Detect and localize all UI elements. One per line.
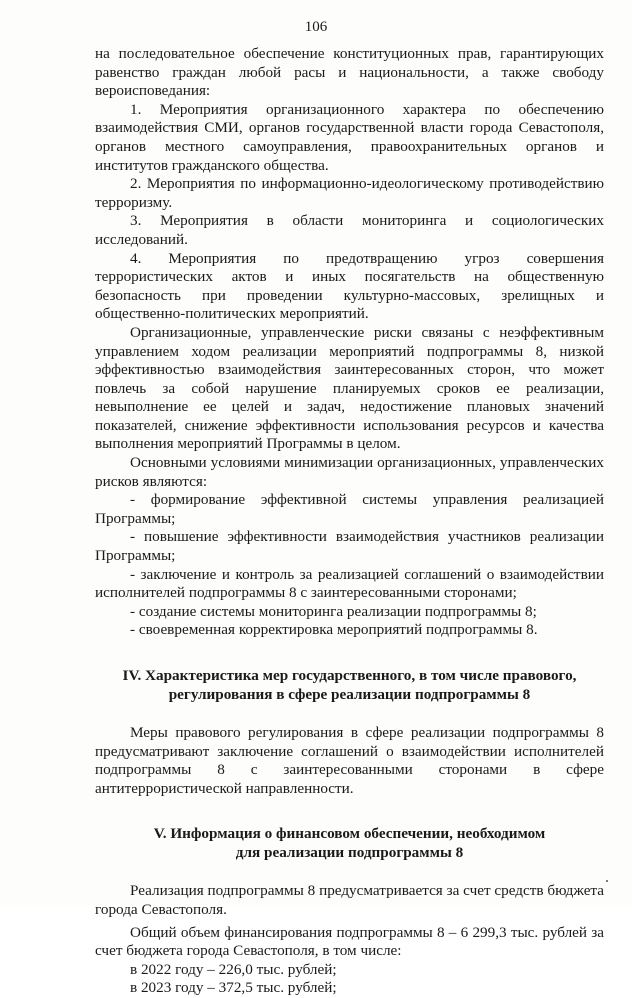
risk-measure-item: - формирование эффективной системы управления реализацией Программы; bbox=[95, 491, 604, 527]
measure-4: 4. Мероприятия по предотвращению угроз совершения террористических актов и иных посягательств на общественную безопасность при проведении культурно-массовых, зрелищных и общественно-политических мероприятий. bbox=[95, 249, 604, 323]
measure-2: 2. Мероприятия по информационно-идеологическому противодействию терроризму. bbox=[95, 175, 604, 211]
section-5-text-2: Общий объем финансирования подпрограммы 8 – 6 299,3 тыс. рублей за счет бюджета города Севастополя, в том числе: bbox=[95, 923, 604, 960]
page-number: 106 bbox=[304, 19, 328, 35]
section-5-heading-line1: V. Информация о финансовом обеспечении, необходимом bbox=[153, 825, 546, 843]
section-4-heading bbox=[95, 666, 604, 704]
paragraph-intro: на последовательное обеспечение конституционных прав, гарантирующих равенство граждан любой расы и национальности, а также свободу вероисповедания: bbox=[95, 45, 604, 100]
section-5-heading bbox=[95, 824, 604, 862]
section-5-heading-line2: для реализации подпрограммы 8 bbox=[235, 844, 464, 862]
risk-measure-item: - своевременная корректировка мероприятий подпрограммы 8. bbox=[130, 621, 538, 639]
section-4-heading-line1: IV. Характеристика мер государственного, в том числе правового, bbox=[122, 667, 577, 684]
section-4-text: Меры правового регулирования в сфере реализации подпрограммы 8 предусматривают заключение соглашений о взаимодействии исполнителей подпрограммы 8 с заинтересованными сторонами в сфере антитеррористической направленности. bbox=[95, 724, 604, 797]
risk-measure-item: - повышение эффективности взаимодействия участников реализации Программы; bbox=[95, 528, 604, 565]
measure-3: 3. Мероприятия в области мониторинга и социологических исследований. bbox=[95, 212, 604, 248]
scan-speck bbox=[606, 880, 608, 882]
page-content bbox=[95, 45, 604, 998]
section-5-text-1: Реализация подпрограммы 8 предусматривается за счет средств бюджета города Севастополя. bbox=[95, 882, 604, 918]
measure-1: 1. Мероприятия организационного характера по обеспечению взаимодействия СМИ, органов государственной власти города Севастополя, органов местного самоуправления, правоохранительных органов и институтов гражданского общества. bbox=[95, 100, 604, 174]
funding-2023: в 2023 году – 372,5 тыс. рублей; bbox=[130, 979, 337, 997]
paragraph-conditions: Основными условиями минимизации организационных, управленческих рисков являются: bbox=[95, 454, 604, 490]
risk-measure-item: - заключение и контроль за реализацией соглашений о взаимодействии исполнителей подпрограммы 8 с заинтересованными сторонами; bbox=[95, 565, 604, 602]
paragraph-risks: Организационные, управленческие риски связаны с неэффективным управлением ходом реализации мероприятий подпрограммы 8, низкой эффективностью взаимодействия заинтересованных сторон, что может повлечь за собой нарушение планируемых сроков ее реализации, невыполнение ее целей и задач, недостижение плановых значений показателей, снижение эффективности использования ресурсов и качества выполнения мероприятий Программы в целом. bbox=[95, 323, 604, 453]
funding-2022: в 2022 году – 226,0 тыс. рублей; bbox=[130, 960, 337, 978]
risk-measure-item: - создание системы мониторинга реализации подпрограммы 8; bbox=[130, 602, 537, 620]
section-4-heading-line2: регулирования в сфере реализации подпрограммы 8 bbox=[168, 686, 531, 703]
